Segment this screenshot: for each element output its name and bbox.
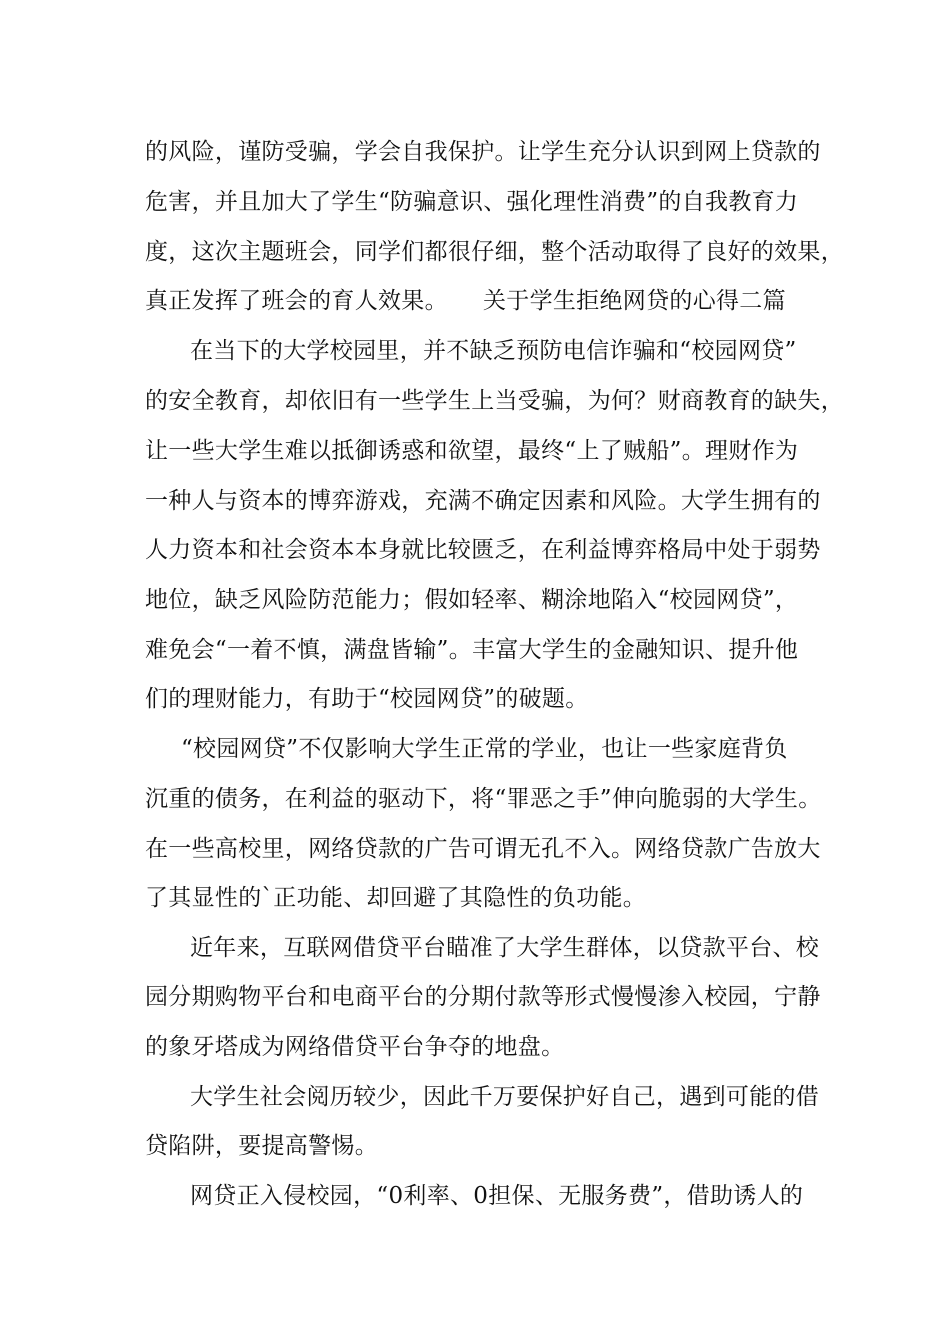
text-line: 了其显性的`正功能、却回避了其隐性的负功能。 xyxy=(145,885,647,911)
text-line: 的风险，谨防受骗，学会自我保护。让学生充分认识到网上贷款的 xyxy=(145,139,821,165)
text-line: 难免会“一着不慎，满盘皆输”。丰富大学生的金融知识、提升他 xyxy=(145,637,799,663)
paragraph-start-line: 近年来，互联网借贷平台瞄准了大学生群体，以贷款平台、校 xyxy=(190,935,820,961)
text-line: 的象牙塔成为网络借贷平台争夺的地盘。 xyxy=(145,1034,565,1060)
paragraph-start-line: 在当下的大学校园里，并不缺乏预防电信诈骗和“校园网贷” xyxy=(190,338,797,364)
text-line: 让一些大学生难以抵御诱惑和欲望，最终“上了贼船”。理财作为 xyxy=(145,438,799,464)
text-line: 真正发挥了班会的育人效果。 关于学生拒绝网贷的心得二篇 xyxy=(145,288,786,314)
text-line: 沉重的债务，在利益的驱动下，将“罪恶之手”伸向脆弱的大学生。 xyxy=(145,786,822,812)
text-line: 在一些高校里，网络贷款的广告可谓无孔不入。网络贷款广告放大 xyxy=(145,836,821,862)
text-line: 一种人与资本的博弈游戏，充满不确定因素和风险。大学生拥有的 xyxy=(145,488,821,514)
text-line: 的安全教育，却依旧有一些学生上当受骗，为何？财商教育的缺失， xyxy=(145,388,844,414)
text-line: 危害，并且加大了学生“防骗意识、强化理性消费”的自我教育力 xyxy=(145,189,799,215)
text-line: 度，这次主题班会，同学们都很仔细，整个活动取得了良好的效果， xyxy=(145,239,844,265)
text-line: 人力资本和社会资本本身就比较匮乏，在利益博弈格局中处于弱势 xyxy=(145,537,821,563)
text-line: 们的理财能力，有助于“校园网贷”的破题。 xyxy=(145,686,589,712)
text-line: 贷陷阱，要提高警惕。 xyxy=(145,1133,378,1159)
text-line: 地位，缺乏风险防范能力；假如轻率、糊涂地陷入“校园网贷”， xyxy=(145,587,799,613)
paragraph-start-line: “校园网贷”不仅影响大学生正常的学业，也让一些家庭背负 xyxy=(181,736,788,762)
paragraph-start-line: 大学生社会阅历较少，因此千万要保护好自己，遇到可能的借 xyxy=(190,1084,820,1110)
text-line: 园分期购物平台和电商平台的分期付款等形式慢慢渗入校园，宁静 xyxy=(145,984,821,1010)
paragraph-start-line: 网贷正入侵校园，“0利率、0担保、无服务费”，借助诱人的 xyxy=(190,1183,804,1209)
